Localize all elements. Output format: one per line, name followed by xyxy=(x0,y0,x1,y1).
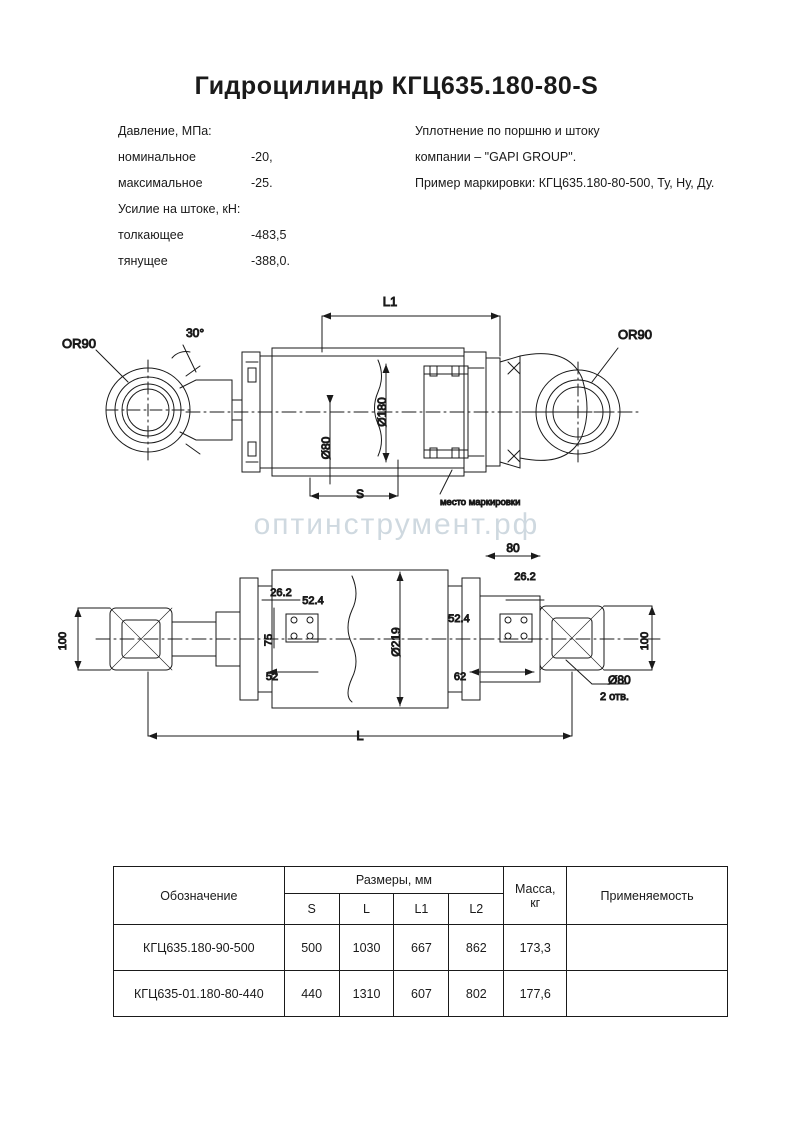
label-75: 75 xyxy=(263,633,275,647)
pressure-heading: Давление, МПа: xyxy=(118,124,212,138)
header-dimensions: Размеры, мм xyxy=(284,867,504,894)
spec-value-max: -25. xyxy=(251,176,273,190)
header-l2: L2 xyxy=(449,894,504,925)
table-row xyxy=(114,971,728,1017)
header-mass-line1: Масса, xyxy=(515,881,556,896)
cell-s: 440 xyxy=(284,971,339,1017)
header-designation: Обозначение xyxy=(114,867,285,925)
label-l-overall: L xyxy=(356,728,364,743)
header-l: L xyxy=(339,894,394,925)
lower-ports xyxy=(286,614,532,642)
label-62: 62 xyxy=(453,671,467,683)
label-or90-left: OR90 xyxy=(62,336,96,351)
dimension-l1 xyxy=(322,313,500,357)
cell-l2: 802 xyxy=(449,971,504,1017)
cell-l1: 667 xyxy=(394,925,449,971)
seal-note-text-1: Уплотнение по поршню и штоку xyxy=(415,124,600,138)
table-row xyxy=(114,925,728,971)
force-heading: Усилие на штоке, кН: xyxy=(118,202,241,216)
rod-eye-left xyxy=(106,360,190,460)
dimension-s xyxy=(310,460,398,500)
label-d219: Ø219 xyxy=(389,627,403,657)
label-262-left: 26.2 xyxy=(270,587,292,599)
label-d80-rod: Ø80 xyxy=(319,436,333,460)
angle-30-leader xyxy=(172,345,196,372)
cell-mass: 177,6 xyxy=(504,971,567,1017)
label-262-right: 26.2 xyxy=(514,571,536,583)
cell-s: 500 xyxy=(284,925,339,971)
label-100-left: 100 xyxy=(57,631,69,651)
label-or90-right: OR90 xyxy=(618,327,652,342)
watermark: оптинструмент.рф xyxy=(253,508,540,541)
spec-label-push: толкающее xyxy=(118,228,184,242)
spec-label-pull: тянущее xyxy=(118,254,168,268)
label-52: 52 xyxy=(265,671,279,683)
spec-table xyxy=(113,866,728,1017)
label-marking-place: место маркировки xyxy=(440,497,521,508)
label-d80-holes: Ø80 xyxy=(608,673,631,687)
page-title: Гидроцилиндр КГЦ635.180-80-S xyxy=(194,72,599,100)
cell-applicability xyxy=(567,925,728,971)
header-s: S xyxy=(284,894,339,925)
or90-leader-right xyxy=(592,348,618,382)
or90-leader-left xyxy=(96,350,128,382)
header-applicability: Применяемость xyxy=(567,867,728,925)
label-l1: L1 xyxy=(382,294,398,309)
header-mass xyxy=(504,867,567,925)
cell-l: 1310 xyxy=(339,971,394,1017)
spec-value-pull: -388,0. xyxy=(251,254,290,268)
spec-label-nominal: номинальное xyxy=(118,150,196,164)
marking-example-text: Пример маркировки: КГЦ635.180-80-500, Ту, Ну, Ду. xyxy=(415,176,715,190)
label-d180: Ø180 xyxy=(375,397,389,427)
label-2-holes: 2 отв. xyxy=(600,691,629,703)
spec-label-max: максимальное xyxy=(118,176,203,190)
label-s: S xyxy=(355,487,365,501)
marking-leader xyxy=(440,470,452,494)
cell-mass: 173,3 xyxy=(504,925,567,971)
cap-eye-right xyxy=(520,354,620,462)
lower-cylinder xyxy=(96,570,660,708)
label-524-left: 52.4 xyxy=(302,595,324,607)
spec-value-nominal: -20, xyxy=(251,150,273,164)
label-100-right: 100 xyxy=(639,631,651,651)
label-524-right: 52.4 xyxy=(448,613,470,625)
cell-l: 1030 xyxy=(339,925,394,971)
seal-note-text-2: компании – "GAPI GROUP". xyxy=(415,150,577,164)
cell-applicability xyxy=(567,971,728,1017)
cell-l2: 862 xyxy=(449,925,504,971)
table-header-row-1 xyxy=(114,867,728,894)
cell-designation: КГЦ635.180-90-500 xyxy=(114,925,285,971)
label-80: 80 xyxy=(506,541,520,555)
header-l1: L1 xyxy=(394,894,449,925)
spec-table-wrap xyxy=(113,866,728,1017)
cylinder-barrel xyxy=(186,348,640,476)
cell-designation: КГЦ635-01.180-80-440 xyxy=(114,971,285,1017)
label-angle-30: 30° xyxy=(186,326,205,340)
header-mass-line2: кг xyxy=(530,895,541,910)
cell-l1: 607 xyxy=(394,971,449,1017)
spec-value-push: -483,5 xyxy=(251,228,287,242)
